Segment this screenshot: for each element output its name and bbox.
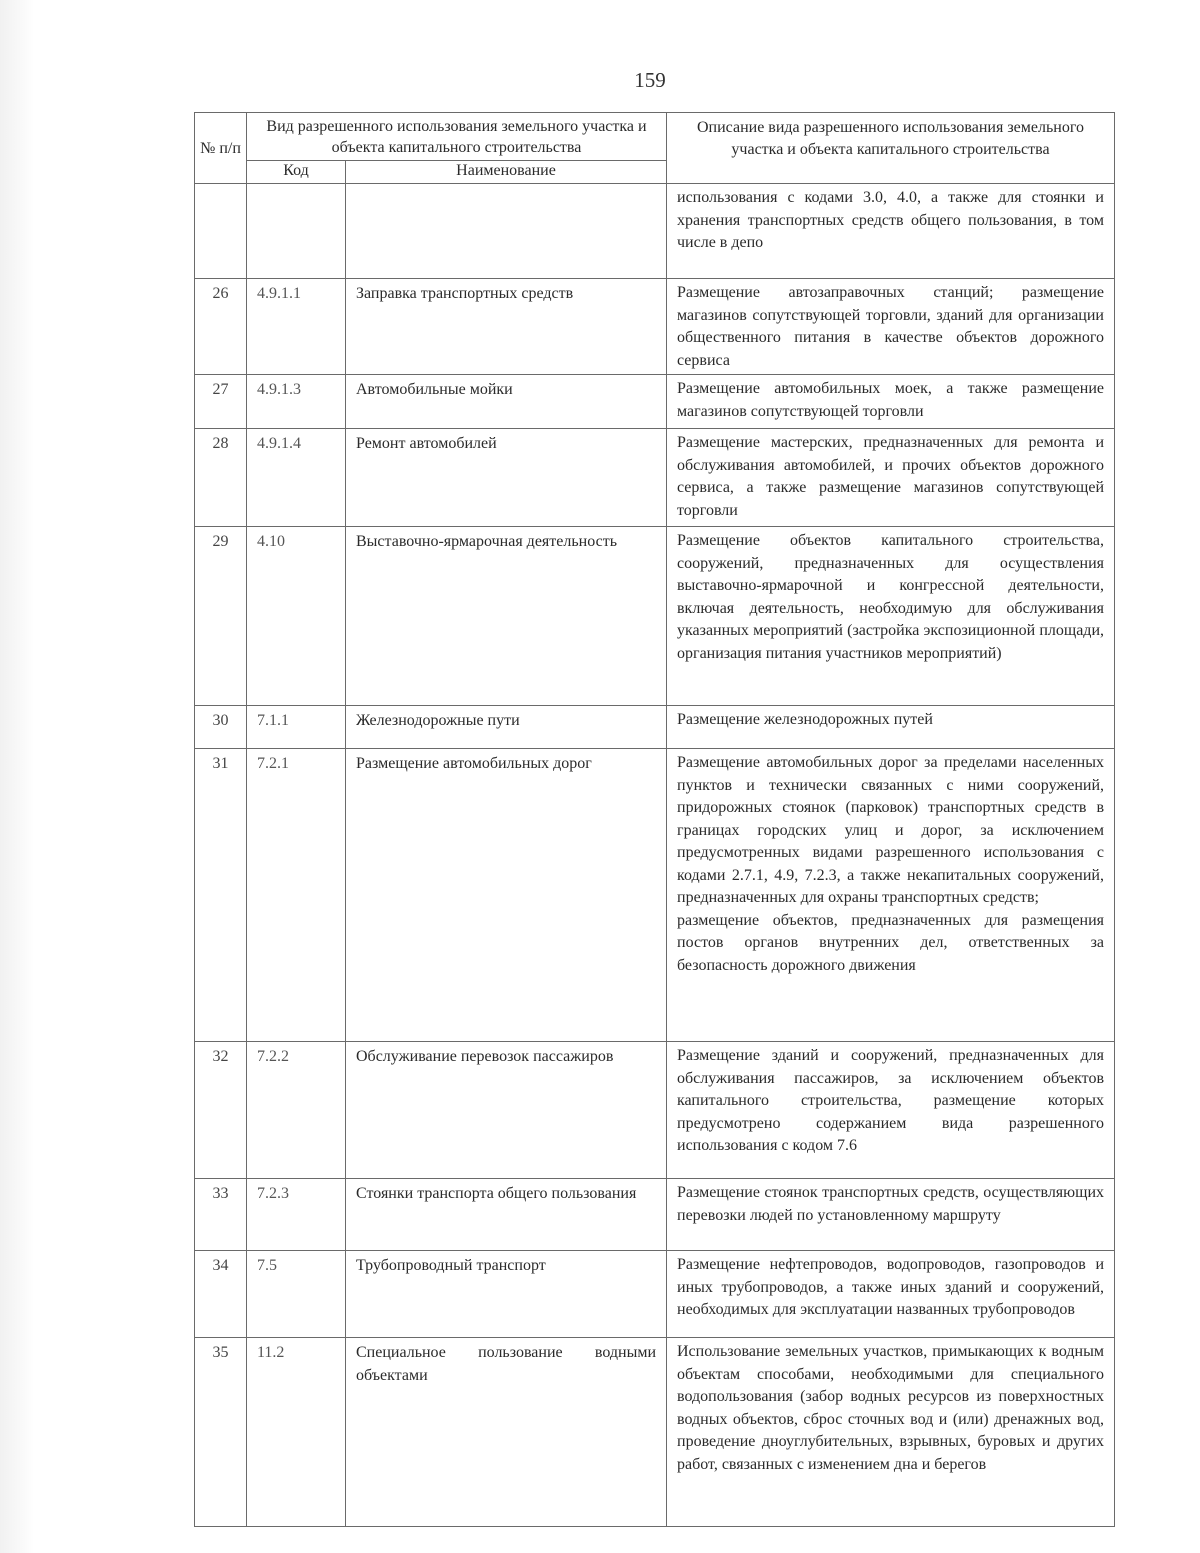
row-code xyxy=(247,184,346,279)
row-name xyxy=(346,184,667,279)
row-number: 28 xyxy=(195,429,247,527)
row-code: 4.10 xyxy=(247,527,346,706)
row-code: 7.2.3 xyxy=(247,1179,346,1251)
table-row xyxy=(195,1338,1115,1527)
row-name-text: Обслуживание перевозок пассажиров xyxy=(356,1048,614,1065)
row-description-paragraph: Размещение железнодорожных путей xyxy=(677,711,933,728)
row-description xyxy=(667,375,1115,429)
row-number: 26 xyxy=(195,279,247,375)
row-description xyxy=(667,1338,1115,1527)
row-name-text: Железнодорожные пути xyxy=(356,712,520,729)
row-description-paragraph: Размещение нефтепроводов, водопроводов, газопроводов и иных трубопроводов, а также иных зданий и сооружений, необходимых для эксплуатации названных трубопроводов xyxy=(677,1256,1104,1318)
row-description-paragraph: Размещение стоянок транспортных средств, осуществляющих перевозки людей по установленному маршруту xyxy=(677,1184,1104,1224)
row-description xyxy=(667,184,1115,279)
table-row xyxy=(195,279,1115,375)
row-name-text: Ремонт автомобилей xyxy=(356,435,497,452)
table-header xyxy=(195,113,1115,184)
header-name: Наименование xyxy=(346,161,667,184)
row-number: 31 xyxy=(195,749,247,1042)
row-description-paragraph: Размещение автомобильных дорог за пределами населенных пунктов и технически связанных с ними сооружений, придорожных стоянок (парковок) транспортных средств в границах городских улиц и дорог, за исключением предусмотренных видами разрешенного использования с кодами 2.7.1, 4.9, 7.2.3, а также некапитальных сооружений, предназначенных для охраны транспортных средств; xyxy=(677,754,1104,906)
table-row xyxy=(195,527,1115,706)
row-code: 7.1.1 xyxy=(247,706,346,749)
row-name-text: Автомобильные мойки xyxy=(356,381,513,398)
row-description-paragraph: размещение объектов, предназначенных для размещения постов органов внутренних дел, ответственных за безопасность дорожного движения xyxy=(677,911,1104,974)
row-name-text: Выставочно-ярмарочная деятельность xyxy=(356,533,617,550)
row-code: 7.2.1 xyxy=(247,749,346,1042)
row-description-paragraph: Размещение автомобильных моек, а также размещение магазинов сопутствующей торговли xyxy=(677,380,1104,420)
header-num: № п/п xyxy=(195,113,247,184)
row-description-paragraph: Размещение мастерских, предназначенных для ремонта и обслуживания автомобилей, и прочих объектов дорожного сервиса, а также размещение магазинов сопутствующей торговли xyxy=(677,434,1104,519)
row-name-text: Специальное пользование водными объектами xyxy=(356,1344,656,1384)
row-description-paragraph: Размещение автозаправочных станций; размещение магазинов сопутствующей торговли, зданий для организации общественного питания в качестве объектов дорожного сервиса xyxy=(677,284,1104,369)
row-number: 35 xyxy=(195,1338,247,1527)
row-description xyxy=(667,706,1115,749)
row-description xyxy=(667,1251,1115,1338)
row-number: 32 xyxy=(195,1042,247,1179)
row-name-text: Стоянки транспорта общего пользования xyxy=(356,1185,637,1202)
row-description-paragraph: использования с кодами 3.0, 4.0, а также для стоянки и хранения транспортных средств общего пользования, в том числе в депо xyxy=(677,189,1104,251)
table-row xyxy=(195,706,1115,749)
row-number: 29 xyxy=(195,527,247,706)
row-description-paragraph: Размещение объектов капитального строительства, сооружений, предназначенных для осуществления выставочно-ярмарочной и конгрессной деятельности, включая деятельность, необходимую для обслуживания указанных мероприятий (застройка экспозиционной площади, организация питания участников мероприятий) xyxy=(677,532,1104,662)
row-name xyxy=(346,706,667,749)
table-row xyxy=(195,1179,1115,1251)
row-name xyxy=(346,1338,667,1527)
row-name-text: Заправка транспортных средств xyxy=(356,285,574,302)
table-row xyxy=(195,1042,1115,1179)
header-group: Вид разрешенного использования земельного участка и объекта капитального строительства xyxy=(247,113,667,161)
row-name xyxy=(346,749,667,1042)
row-code: 4.9.1.4 xyxy=(247,429,346,527)
row-number xyxy=(195,184,247,279)
row-name-text: Размещение автомобильных дорог xyxy=(356,755,592,772)
table-body xyxy=(195,184,1115,1527)
row-name xyxy=(346,1179,667,1251)
row-code: 11.2 xyxy=(247,1338,346,1527)
row-number: 34 xyxy=(195,1251,247,1338)
row-description-paragraph: Использование земельных участков, примыкающих к водным объектам способами, необходимыми для специального водопользования (забор водных ресурсов из поверхностных водных объектов, сброс сточных вод и (или) дренажных вод, проведение дноуглубительных, взрывных, буровых и других работ, связанных с изменением дна и берегов xyxy=(677,1343,1104,1473)
header-description: Описание вида разрешенного использования земельного участка и объекта капитального строительства xyxy=(667,113,1115,184)
row-code: 4.9.1.3 xyxy=(247,375,346,429)
row-name xyxy=(346,429,667,527)
row-number: 27 xyxy=(195,375,247,429)
header-code: Код xyxy=(247,161,346,184)
table-row xyxy=(195,375,1115,429)
row-name xyxy=(346,527,667,706)
row-name-text: Трубопроводный транспорт xyxy=(356,1257,546,1274)
row-name xyxy=(346,1042,667,1179)
table-row xyxy=(195,749,1115,1042)
row-description xyxy=(667,1179,1115,1251)
land-use-table xyxy=(194,112,1115,1527)
row-name xyxy=(346,1251,667,1338)
page-number: 159 xyxy=(634,68,666,92)
row-number: 30 xyxy=(195,706,247,749)
row-code: 7.2.2 xyxy=(247,1042,346,1179)
row-code: 4.9.1.1 xyxy=(247,279,346,375)
table-row xyxy=(195,184,1115,279)
table-row xyxy=(195,1251,1115,1338)
row-description xyxy=(667,429,1115,527)
row-description-paragraph: Размещение зданий и сооружений, предназначенных для обслуживания пассажиров, за исключением объектов капитального строительства, размещение которых предусмотрено содержанием вида разрешенного использования с кодом 7.6 xyxy=(677,1047,1104,1154)
row-description xyxy=(667,1042,1115,1179)
row-description xyxy=(667,279,1115,375)
row-code: 7.5 xyxy=(247,1251,346,1338)
row-name xyxy=(346,375,667,429)
row-description xyxy=(667,527,1115,706)
row-name xyxy=(346,279,667,375)
row-number: 33 xyxy=(195,1179,247,1251)
table-row xyxy=(195,429,1115,527)
scan-shadow xyxy=(0,0,34,1553)
row-description xyxy=(667,749,1115,1042)
